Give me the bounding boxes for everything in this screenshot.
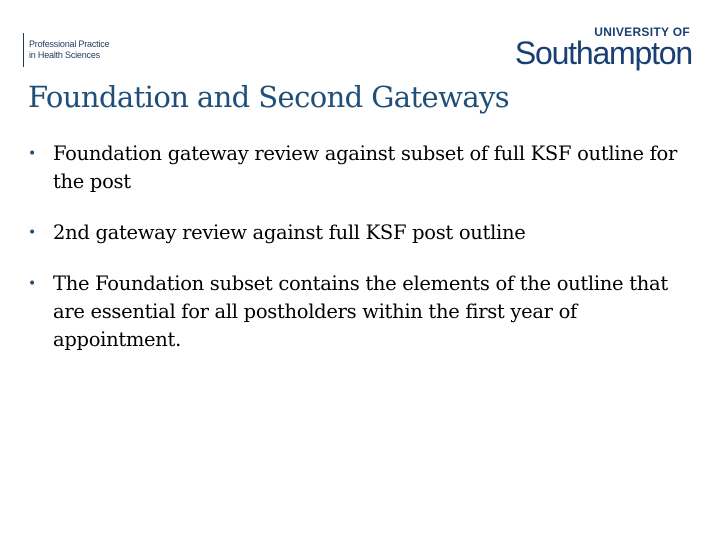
bullet-marker: •	[28, 276, 36, 292]
university-logo-top: UNIVERSITY OF	[594, 25, 690, 39]
bullet-item	[28, 140, 698, 196]
bullet-marker: •	[28, 225, 36, 241]
bullet-marker: •	[28, 146, 36, 162]
bullet-text: The Foundation subset contains the elements of the outline that are essential for all postholders within the first year of appointment.	[53, 272, 668, 351]
bullet-text: Foundation gateway review against subset of full KSF outline for the post	[53, 142, 678, 193]
department-logo	[23, 33, 109, 67]
bullet-item	[28, 270, 698, 354]
department-logo-line-2: in Health Sciences	[29, 50, 100, 60]
university-logo	[514, 25, 692, 71]
department-logo-line-1: Professional Practice	[29, 39, 110, 49]
bullet-list	[28, 140, 698, 377]
university-logo-main: Southampton	[514, 35, 692, 71]
bullet-item	[28, 219, 698, 247]
bullet-text: 2nd gateway review against full KSF post outline	[53, 221, 526, 244]
slide-title: Foundation and Second Gateways	[28, 80, 510, 114]
